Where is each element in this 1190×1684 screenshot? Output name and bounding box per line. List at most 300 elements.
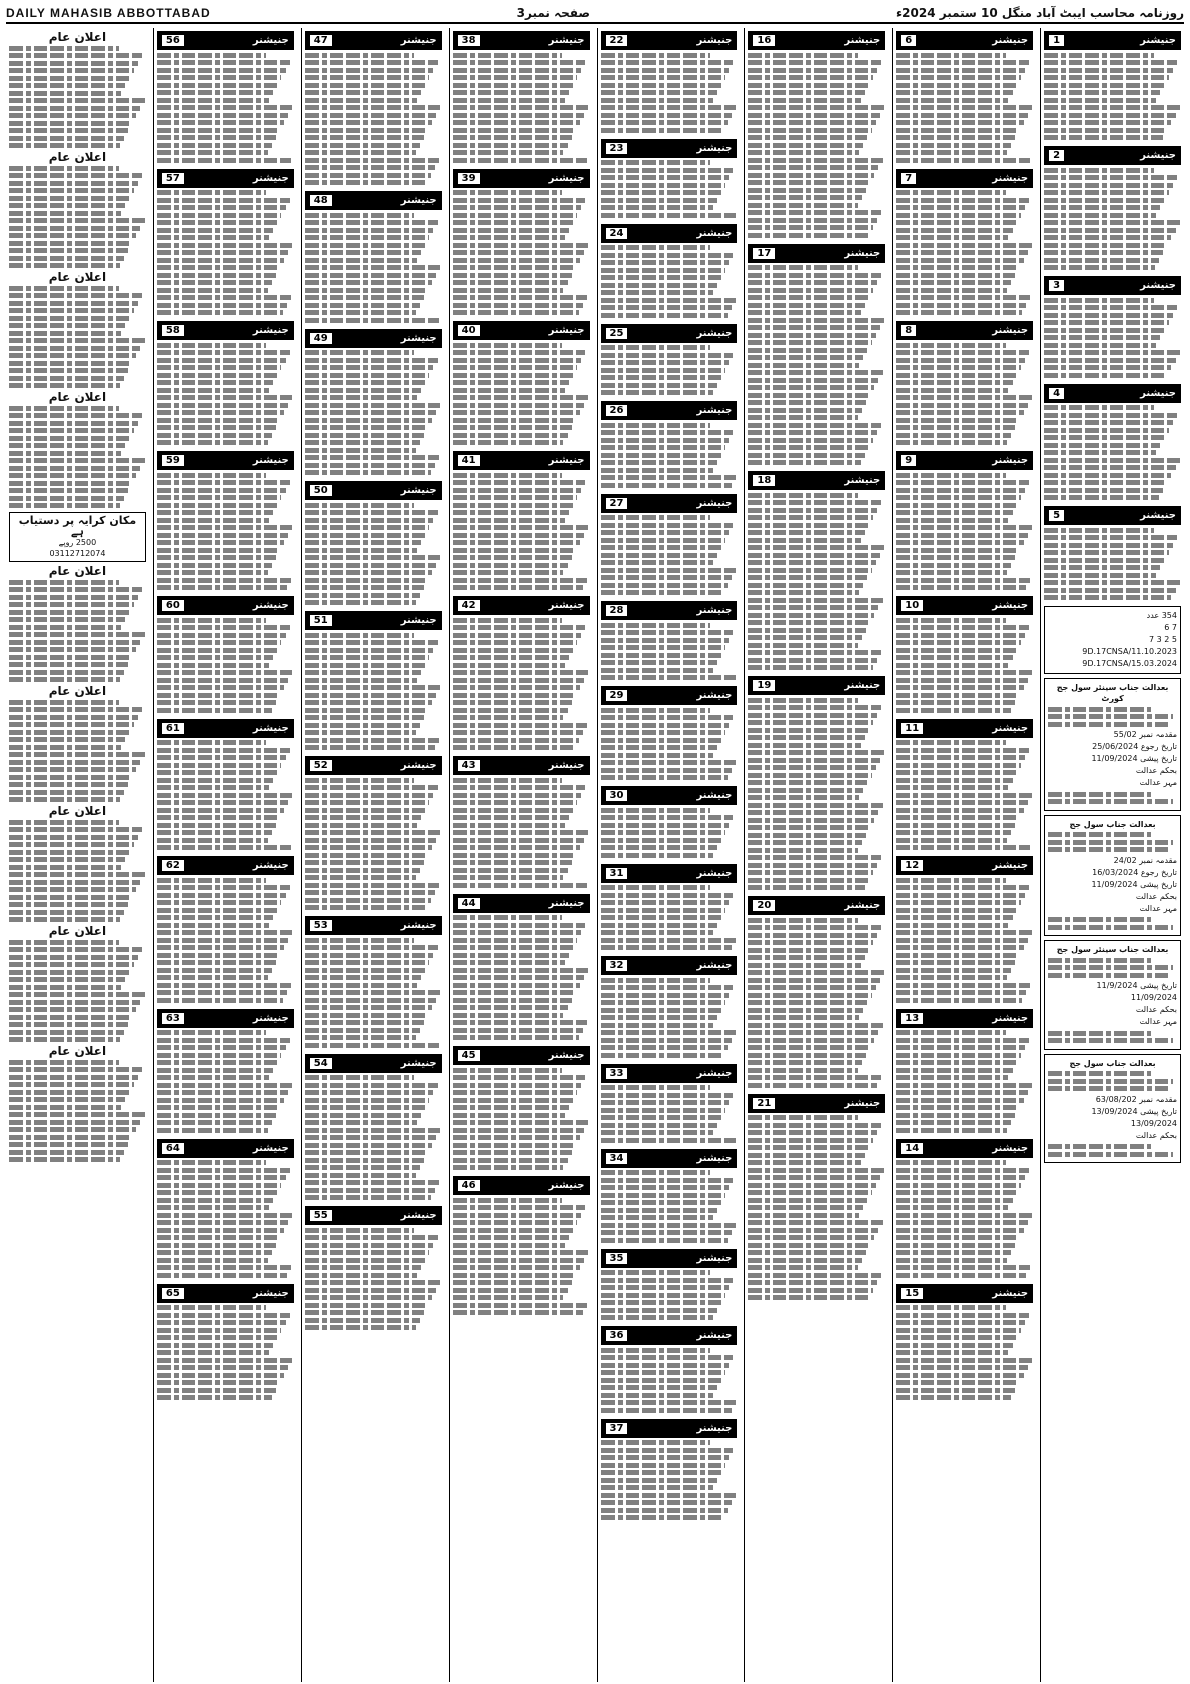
text-line (453, 120, 580, 125)
text-line (453, 548, 576, 553)
text-line (896, 548, 1019, 553)
text-line (1044, 580, 1180, 585)
notice-number: 32 (606, 960, 628, 971)
notice-label: جنیشنر (992, 1287, 1029, 1299)
text-line (9, 1007, 136, 1012)
text-line (601, 530, 730, 535)
notice (305, 1206, 442, 1330)
text-line (1044, 243, 1167, 248)
text-line (453, 243, 589, 248)
text-line (305, 228, 434, 233)
notice-number: 42 (458, 600, 480, 611)
announcement-title: اعلان عام (48, 1044, 107, 1058)
text-line (9, 76, 129, 81)
text-line (157, 433, 272, 438)
text-line (748, 1060, 862, 1065)
text-line (157, 548, 280, 553)
text-line (896, 838, 1007, 843)
text-line (896, 510, 1012, 515)
notice-number: 44 (458, 898, 480, 909)
text-line (748, 105, 884, 110)
text-line (453, 295, 587, 300)
text-line (157, 1388, 276, 1393)
text-line (157, 648, 277, 653)
text-line (305, 1090, 434, 1095)
text-line (157, 770, 277, 775)
text-line (305, 105, 441, 110)
text-line (157, 1395, 272, 1400)
text-line (601, 1463, 726, 1468)
notice-label: جنیشنر (696, 960, 733, 971)
column-c5 (449, 28, 593, 1682)
text-line (453, 273, 572, 278)
text-line (9, 640, 140, 645)
column-c7 (153, 28, 297, 1682)
text-line (453, 1280, 572, 1285)
text-line (896, 60, 1029, 65)
court-notice-line: 13/09/2024 (1130, 1118, 1177, 1128)
text-line (601, 845, 717, 850)
text-line (601, 483, 732, 488)
text-line (453, 1150, 572, 1155)
text-line (601, 1130, 713, 1135)
text-line (601, 245, 711, 250)
text-line (1044, 113, 1175, 118)
text-line (9, 737, 125, 742)
text-line (9, 767, 136, 772)
text-line (453, 815, 569, 820)
notice (748, 31, 885, 238)
text-line (9, 248, 128, 253)
text-line (896, 295, 1030, 300)
text-line (896, 190, 1006, 195)
text-line (896, 1235, 1019, 1240)
text-line (896, 480, 1029, 485)
text-line (896, 655, 1012, 660)
notice-header (896, 596, 1033, 615)
text-line (1044, 220, 1180, 225)
text-line (9, 113, 136, 118)
notice-number: 64 (162, 1143, 184, 1154)
text-line (9, 782, 128, 787)
text-line (305, 1165, 420, 1170)
text-line (896, 265, 1019, 270)
text-line (748, 848, 858, 853)
text-line (157, 625, 290, 630)
text-line (305, 243, 425, 248)
text-line (305, 388, 421, 393)
notice-header (896, 719, 1033, 738)
text-line (601, 645, 726, 650)
text-line (453, 808, 573, 813)
text-line (453, 1075, 586, 1080)
text-line (453, 938, 578, 943)
text-line (9, 602, 134, 607)
text-line (157, 228, 273, 233)
text-line (896, 700, 1015, 705)
text-line (748, 1045, 870, 1050)
text-line (748, 1068, 858, 1073)
text-line (896, 878, 1006, 883)
text-line (896, 1183, 1021, 1188)
notice-label: جنیشنر (992, 325, 1029, 336)
text-line (305, 700, 432, 705)
text-line (1044, 488, 1163, 493)
text-line (157, 570, 268, 575)
notice-header (305, 611, 442, 630)
text-line (601, 1440, 711, 1445)
court-notice-line: بحکم عدالت (1135, 1130, 1177, 1140)
text-line (9, 121, 132, 126)
text-line (748, 188, 866, 193)
text-line (453, 678, 584, 683)
text-line (1044, 75, 1169, 80)
text-line (1048, 925, 1173, 930)
text-line (157, 893, 286, 898)
text-line (748, 1145, 868, 1150)
text-line (896, 908, 1016, 913)
notice (157, 31, 294, 163)
text-line (305, 1318, 420, 1323)
text-line (305, 730, 416, 735)
text-line (305, 678, 417, 683)
text-line (305, 310, 416, 315)
text-line (305, 395, 417, 400)
text-line (305, 808, 425, 813)
text-line (157, 1068, 273, 1073)
text-line (9, 143, 120, 148)
text-line (601, 1363, 730, 1368)
notice-label: جنیشنر (400, 920, 437, 931)
notice-number: 26 (606, 405, 628, 416)
text-line (9, 752, 145, 757)
text-line (453, 388, 565, 393)
notice-label: جنیشنر (992, 1012, 1029, 1024)
text-line (9, 496, 124, 501)
text-line (305, 1120, 417, 1125)
text-line (9, 286, 119, 291)
text-line (748, 650, 881, 655)
notice-number: 25 (606, 328, 628, 339)
text-line (453, 365, 578, 370)
text-line (601, 715, 734, 720)
text-line (601, 900, 730, 905)
text-line (305, 1280, 441, 1285)
text-line (748, 370, 882, 375)
text-line (601, 1178, 734, 1183)
text-line (896, 220, 1016, 225)
text-line (1048, 792, 1151, 797)
text-line (9, 595, 138, 600)
text-line (896, 578, 1030, 583)
text-line (157, 578, 291, 583)
text-line (601, 1093, 734, 1098)
text-line (157, 1045, 286, 1050)
text-line (9, 1015, 132, 1020)
text-line (9, 887, 136, 892)
text-line (453, 923, 586, 928)
text-line (896, 1045, 1025, 1050)
data-table (1044, 606, 1181, 674)
notice (1044, 506, 1181, 600)
text-line (896, 380, 1012, 385)
text-line (1044, 105, 1180, 110)
text-line (748, 530, 864, 535)
text-line (305, 128, 428, 133)
text-line (896, 473, 1006, 478)
notice-header (896, 321, 1033, 340)
text-line (896, 685, 1023, 690)
text-line (157, 418, 280, 423)
text-line (896, 1265, 1030, 1270)
notice-header (601, 1419, 738, 1438)
text-line (896, 633, 1025, 638)
text-line (9, 647, 136, 652)
text-line (453, 1213, 582, 1218)
text-line (453, 60, 586, 65)
text-line (9, 962, 134, 967)
text-line (1044, 473, 1171, 478)
text-line (748, 165, 878, 170)
text-line (896, 213, 1021, 218)
text-line (305, 1258, 425, 1263)
text-line (1048, 840, 1173, 845)
text-line (9, 263, 120, 268)
text-line (305, 715, 424, 720)
text-line (157, 1038, 290, 1043)
text-line (157, 510, 273, 515)
notice (453, 1176, 590, 1315)
text-line (896, 915, 1012, 920)
notice-header (601, 139, 738, 158)
text-line (305, 960, 430, 965)
text-line (305, 503, 415, 508)
text-line (453, 1288, 568, 1293)
text-line (453, 1120, 589, 1125)
text-line (9, 655, 132, 660)
text-line (748, 1008, 863, 1013)
text-line (305, 823, 417, 828)
text-line (453, 1303, 587, 1308)
announcement-title: اعلان عام (48, 684, 107, 698)
text-line (305, 410, 436, 415)
text-line (896, 310, 1022, 315)
text-line (9, 992, 145, 997)
text-line (157, 1313, 290, 1318)
text-line (157, 633, 286, 638)
notice-header (157, 1284, 294, 1303)
text-line (453, 1265, 580, 1270)
text-line (9, 1022, 128, 1027)
notice-header (601, 494, 738, 513)
notice-header (601, 864, 738, 883)
text-line (157, 678, 288, 683)
text-line (896, 198, 1029, 203)
text-line (453, 358, 582, 363)
text-line (748, 203, 858, 208)
text-line (9, 466, 140, 471)
text-line (601, 1485, 713, 1490)
text-line (601, 1170, 711, 1175)
notice-number: 38 (458, 35, 480, 46)
notice (896, 169, 1033, 316)
notice-label: جنیشنر (252, 860, 289, 871)
text-line (1044, 373, 1167, 378)
text-line (896, 740, 1006, 745)
text-line (9, 617, 125, 622)
text-line (305, 890, 435, 895)
notice-label: جنیشنر (992, 860, 1029, 871)
text-line (748, 743, 860, 748)
text-line (748, 758, 879, 763)
text-line (896, 800, 1027, 805)
text-line (748, 233, 868, 238)
text-line (305, 633, 415, 638)
notice-label: جنیشنر (844, 680, 881, 691)
text-line (896, 1305, 1006, 1310)
text-line (157, 1113, 276, 1118)
text-line (896, 785, 1008, 790)
text-line (601, 830, 726, 835)
text-line (1044, 168, 1154, 173)
text-line (157, 105, 293, 110)
notice-number: 7 (901, 173, 916, 184)
notice-label: جنیشنر (696, 690, 733, 701)
text-line (305, 693, 436, 698)
text-line (601, 1493, 737, 1498)
text-line (9, 775, 132, 780)
text-line (305, 648, 434, 653)
notice-number: 50 (310, 485, 332, 496)
text-line (157, 1168, 290, 1173)
text-line (601, 268, 726, 273)
text-line (748, 135, 867, 140)
notice-header (896, 169, 1033, 188)
notice-label: جنیشنر (548, 325, 585, 336)
text-line (601, 1123, 717, 1128)
text-line (453, 1273, 576, 1278)
text-line (453, 350, 586, 355)
text-line (305, 838, 436, 843)
text-line (896, 885, 1029, 890)
court-notice-line: مہر عدالت (1139, 1017, 1177, 1026)
column-c8 (6, 28, 149, 1682)
text-line (748, 643, 858, 648)
text-line (601, 808, 711, 813)
notice-number: 11 (901, 723, 923, 734)
text-line (1044, 313, 1173, 318)
notice-header (896, 451, 1033, 470)
text-line (305, 288, 428, 293)
text-line (896, 1250, 1011, 1255)
text-line (601, 90, 717, 95)
text-line (453, 975, 584, 980)
text-line (896, 763, 1021, 768)
notice-label: جنیشنر (696, 1152, 733, 1164)
notice-number: 27 (606, 498, 628, 509)
text-line (305, 295, 424, 300)
notice (157, 596, 294, 713)
text-line (157, 150, 268, 155)
text-line (9, 880, 140, 885)
text-line (896, 808, 1023, 813)
text-line (896, 358, 1025, 363)
notice-number: 35 (606, 1253, 628, 1264)
text-line (305, 875, 416, 880)
text-line (157, 915, 273, 920)
text-line (1048, 847, 1169, 852)
notice-label: جنیشنر (548, 172, 585, 184)
text-line (748, 1273, 881, 1278)
text-line (157, 395, 293, 400)
notice-label: جنیشنر (992, 600, 1029, 611)
text-line (157, 473, 267, 478)
text-line (896, 1190, 1016, 1195)
text-line (748, 265, 858, 270)
text-line (453, 723, 587, 728)
text-line (157, 1160, 267, 1165)
text-line (601, 1138, 737, 1143)
notice-number: 57 (162, 173, 184, 184)
court-notice-line: تاریخ پیشی 13/09/2024 (1091, 1106, 1177, 1116)
text-line (601, 1385, 717, 1390)
text-line (748, 1213, 859, 1218)
text-line (601, 1448, 734, 1453)
text-line (453, 640, 578, 645)
text-line (896, 1220, 1027, 1225)
text-line (157, 120, 284, 125)
text-line (748, 870, 873, 875)
text-line (748, 933, 877, 938)
text-line (305, 1310, 424, 1315)
text-line (748, 575, 867, 580)
notice-header (1044, 276, 1181, 295)
text-line (601, 730, 726, 735)
text-line (157, 1250, 272, 1255)
text-line (1044, 205, 1160, 210)
notice-label: جنیشنر (548, 600, 585, 611)
text-line (9, 842, 134, 847)
text-line (453, 533, 584, 538)
text-line (453, 648, 573, 653)
text-line (9, 707, 142, 712)
text-line (601, 1378, 721, 1383)
court-notice-box (1044, 678, 1181, 811)
text-line (453, 410, 580, 415)
text-line (453, 570, 564, 575)
text-line (896, 1335, 1016, 1340)
notice (453, 756, 590, 888)
notice (453, 894, 590, 1041)
text-line (453, 578, 587, 583)
text-line (896, 228, 1012, 233)
text-line (1044, 350, 1180, 355)
text-line (896, 975, 1007, 980)
notice-number: 60 (162, 600, 184, 611)
text-line (896, 68, 1025, 73)
text-line (601, 675, 737, 680)
text-line (305, 983, 417, 988)
text-line (748, 1130, 877, 1135)
text-line (896, 1038, 1029, 1043)
notice-header (748, 471, 885, 490)
notice (601, 1249, 738, 1321)
text-line (896, 1213, 1032, 1218)
text-line (601, 1300, 721, 1305)
text-line (601, 53, 711, 58)
text-line (601, 168, 734, 173)
text-line (453, 303, 583, 308)
